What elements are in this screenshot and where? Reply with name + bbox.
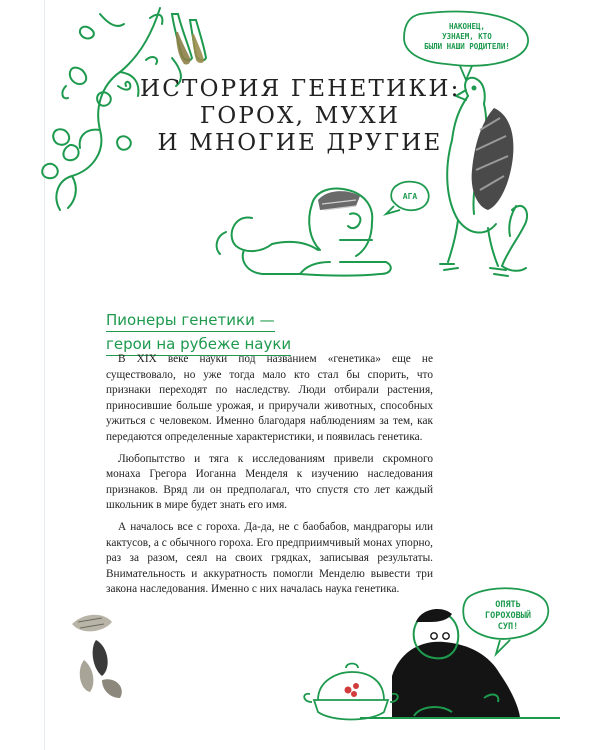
body-text	[106, 352, 433, 604]
paragraph: В XIX веке науки под названием «генетика» еще не существовало, но уже тогда мало кто стал бы спорить, что признаки переходят по наследству. Люди отбирали растения, приносившие больше урожая, и приручали животных, способных ужиться с человеком. Именно благодаря наблюдениям за тем, как передаются определенные характеристики, и появилась генетика.	[106, 353, 433, 443]
sphinx-bubble-text: АГА	[402, 192, 418, 201]
section-heading-line: Пионеры генетики —	[106, 310, 275, 332]
title-line: ИСТОРИЯ ГЕНЕТИКИ:	[140, 76, 461, 102]
bubble-line: ОПЯТЬ	[495, 600, 521, 610]
section-heading	[106, 310, 291, 358]
bubble-line: БЫЛИ НАШИ РОДИТЕЛИ!	[424, 42, 510, 51]
paragraph: Любопытство и тяга к исследованиям привели скромного монаха Грегора Иоганна Менделя к изучению наследования признаков. Вряд ли он предполагал, что спустя сто лет каждый школьник в мире будет знать его имя.	[106, 452, 433, 512]
bubble-line: НАКОНЕЦ,	[448, 22, 486, 31]
chapter-title	[140, 76, 460, 157]
title-line: И МНОГИЕ ДРУГИЕ	[157, 130, 443, 156]
title-line: ГОРОХ, МУХИ	[199, 103, 401, 129]
sphinx-illustration	[217, 189, 391, 276]
section-heading-line: герои на рубеже науки	[106, 334, 291, 356]
bubble-line: УЗНАЕМ, КТО	[442, 32, 492, 41]
bird-bubble-text	[408, 22, 526, 52]
monk-bubble-text	[470, 600, 546, 633]
bubble-line: СУП!	[497, 622, 519, 632]
paragraph: А началось все с гороха. Да-да, не с баобабов, мандрагоры или кактусов, а с обычного гороха. Его предприимчивый монах упорно, раз за разом, сеял на своих грядках, записывая результаты. Внимательность и аккуратность помогли Менделю вывести три закона наследования. Именно с них началась наука генетика.	[106, 520, 433, 596]
bubble-line: ГОРОХОВЫЙ	[484, 611, 532, 621]
pea-pods-illustration	[72, 615, 122, 698]
